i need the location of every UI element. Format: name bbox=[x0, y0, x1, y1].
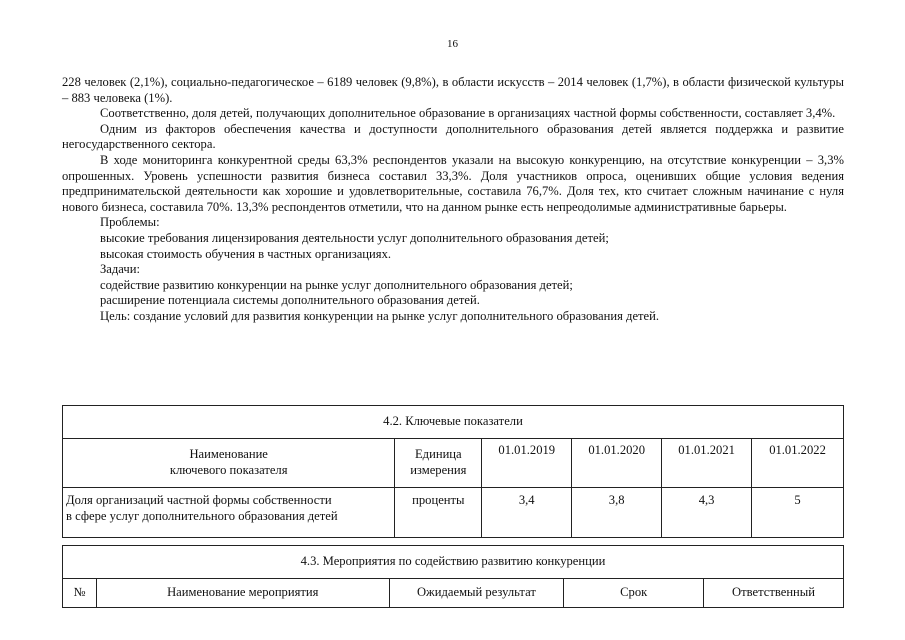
header-term: Срок bbox=[564, 579, 704, 608]
page-number: 16 bbox=[447, 38, 458, 50]
paragraph-1: 228 человек (2,1%), социально-педагогическое – 6189 человек (9,8%), в области искусств – 2014 человек (1,7%), в области физической культуры – 883 человека (1%). bbox=[62, 75, 844, 105]
header-unit-line2: измерения bbox=[410, 463, 467, 477]
header-unit-line1: Единица bbox=[414, 447, 462, 462]
header-expected-result: Ожидаемый результат bbox=[389, 579, 564, 608]
task-item-2: расширение потенциала системы дополнительного образования детей. bbox=[100, 293, 480, 308]
header-measure-name: Наименование мероприятия bbox=[96, 579, 389, 608]
paragraph-2: Соответственно, доля детей, получающих дополнительное образование в организациях частной формы собственности, составляет 3,4%. bbox=[100, 106, 836, 121]
problem-item-2: высокая стоимость обучения в частных организациях. bbox=[100, 246, 392, 261]
header-date-2021: 01.01.2021 bbox=[662, 439, 752, 488]
header-number: № bbox=[63, 579, 97, 608]
header-unit bbox=[395, 439, 482, 488]
tasks-label: Задачи: bbox=[100, 262, 140, 277]
header-name-line2: ключевого показателя bbox=[169, 463, 288, 477]
indicator-name-line2: в сфере услуг дополнительного образования детей bbox=[66, 508, 338, 523]
header-responsible: Ответственный bbox=[704, 579, 844, 608]
value-2019: 3,4 bbox=[482, 488, 572, 538]
header-date-2022: 01.01.2022 bbox=[752, 439, 844, 488]
problems-label: Проблемы: bbox=[100, 215, 160, 230]
task-item-1: содействие развитию конкуренции на рынке услуг дополнительного образования детей; bbox=[100, 277, 573, 292]
problem-item-1: высокие требования лицензирования деятельности услуг дополнительного образования детей; bbox=[100, 230, 609, 245]
header-date-2020: 01.01.2020 bbox=[572, 439, 662, 488]
key-indicators-table bbox=[62, 405, 844, 538]
measures-title: 4.3. Мероприятия по содействию развитию конкуренции bbox=[63, 546, 844, 579]
key-indicators-title: 4.2. Ключевые показатели bbox=[63, 406, 844, 439]
body-text bbox=[62, 75, 844, 325]
value-2020: 3,8 bbox=[572, 488, 662, 538]
indicator-unit: проценты bbox=[395, 488, 482, 538]
paragraph-3: Одним из факторов обеспечения качества и доступности дополнительного образования детей является поддержка и развитие негосударственного сектора. bbox=[62, 121, 844, 152]
header-date-2019: 01.01.2019 bbox=[482, 439, 572, 488]
measures-table bbox=[62, 545, 844, 608]
value-2021: 4,3 bbox=[662, 488, 752, 538]
header-name-line1: Наименование bbox=[189, 447, 268, 462]
header-indicator-name bbox=[63, 439, 395, 488]
value-2022: 5 bbox=[752, 488, 844, 538]
indicator-name-cell bbox=[63, 488, 395, 538]
goal-text: Цель: создание условий для развития конкуренции на рынке услуг дополнительного образования детей. bbox=[100, 308, 660, 323]
table-row bbox=[63, 488, 844, 538]
paragraph-4: В ходе мониторинга конкурентной среды 63,3% респондентов указали на высокую конкуренцию, на отсутствие конкуренции – 3,3% опрошенных. Уровень успешности развития бизнеса составил 33,3%. Доля участников опроса, оценивших общие условия ведения предпринимательской деятельности как хорошие и удовлетворительные, составила 76,7%. Доля тех, кто считает сложным начинание с нуля нового бизнеса, составила 70%. 13,3% респондентов отметили, что на данном рынке есть непреодолимые административные барьеры. bbox=[62, 152, 844, 214]
indicator-name-line1: Доля организаций частной формы собственности bbox=[66, 493, 332, 507]
